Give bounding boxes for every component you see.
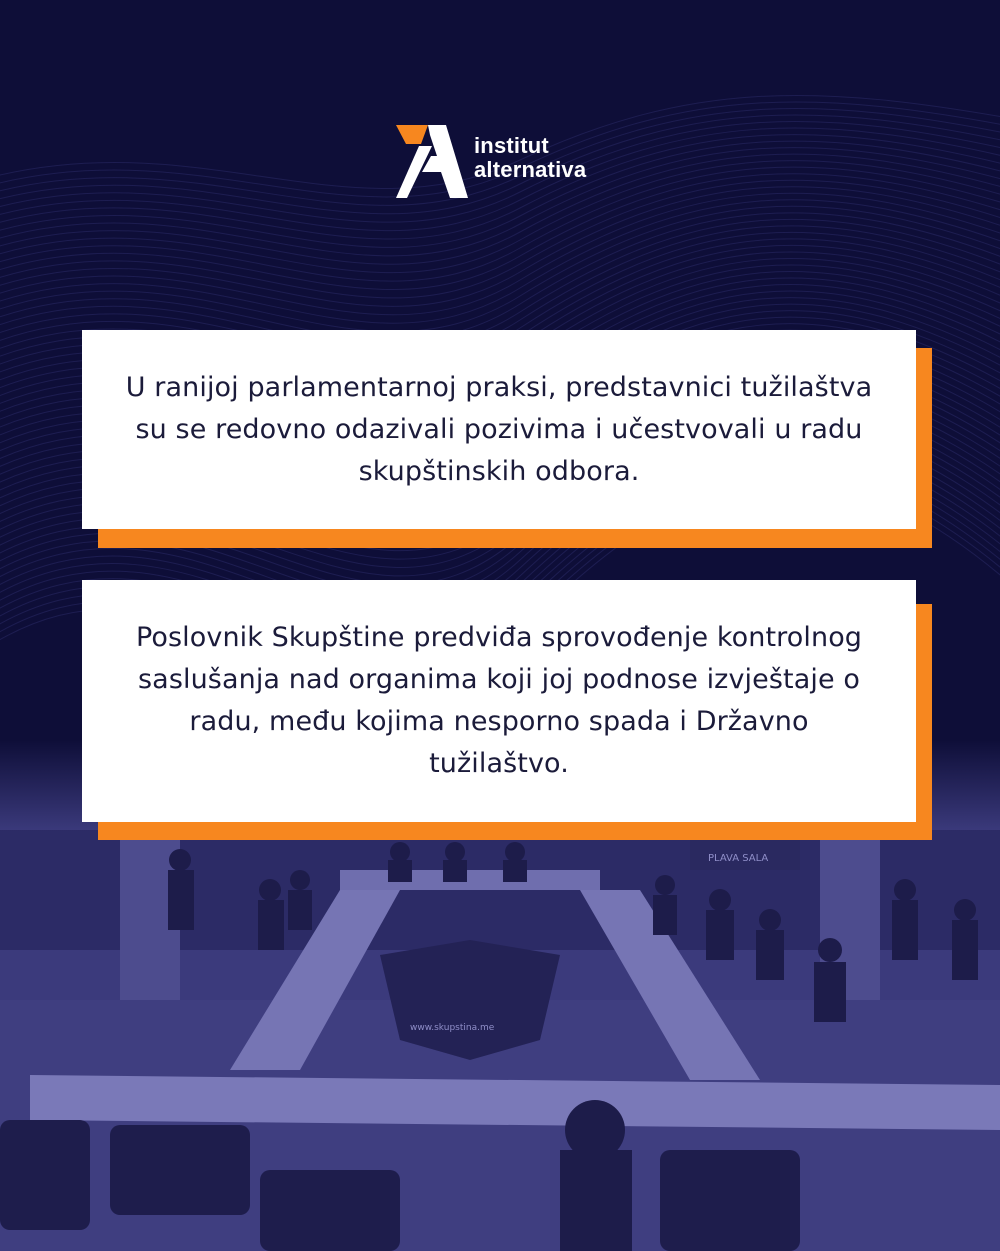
- quote-card-1: [82, 330, 916, 529]
- logo-line-1: institut: [474, 133, 549, 158]
- wave-line: [0, 200, 1000, 323]
- quote-text-1: U ranijoj parlamentarnoj praksi, predstavnici tužilaštva su se redovno odazivali pozivima i učestvovali u radu skupštinskih odbora.: [125, 371, 873, 487]
- quote-card-2: [82, 580, 916, 822]
- logo-wordmark: [474, 134, 586, 182]
- logo-mark-icon: [394, 122, 470, 200]
- wave-line: [0, 187, 1000, 307]
- logo-line-2: alternativa: [474, 157, 587, 182]
- quote-text-2: Poslovnik Skupštine predviđa sprovođenje kontrolnog saslušanja nad organima koji joj podnose izvještaje o radu, među kojima nesporno spada i Državno tužilaštvo.: [135, 622, 863, 779]
- institut-alternativa-logo: [394, 122, 624, 202]
